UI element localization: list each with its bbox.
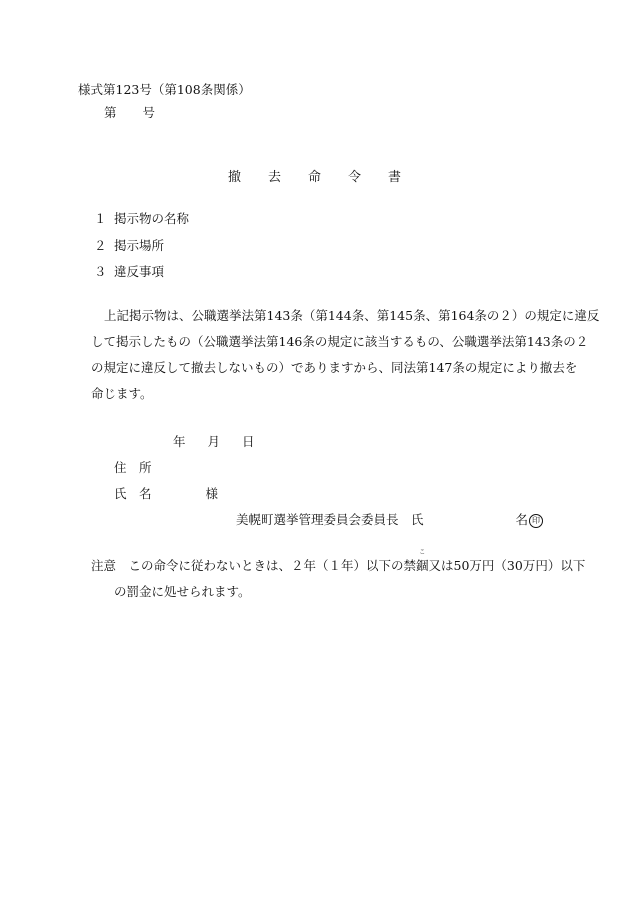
honorific: 様 [205,486,219,501]
note-ruby [416,549,429,574]
title-char: 書 [388,170,402,185]
body-line: の規定に違反して撤去しないもの）でありますから、同法第147条の規定により撤去を [91,360,578,375]
doc-number-label-1: 第 [104,105,117,120]
seal-mark: 印 [529,514,543,528]
ruby-base: 錮 [416,558,429,573]
doc-number-label-2: 号 [142,105,156,120]
item-label: 違反事項 [114,264,165,279]
address-label: 住 所 [114,460,152,475]
title-char: 令 [348,170,362,185]
title-char: 去 [268,170,282,185]
body-line: 命じます。 [91,386,153,401]
issuer-title: 美幌町選挙管理委員会委員長 氏 [236,512,424,527]
ruby-text: こ [419,549,426,556]
list-item [94,236,164,254]
note-rest: 又は50万円（30万円）以下 [428,558,586,573]
form-number: 様式第123号（第108条関係） [78,82,251,97]
name-label: 氏 名 [114,486,152,501]
date-line [173,432,255,450]
doc-number [104,103,155,121]
item-label: 掲示場所 [114,238,165,253]
item-number: １ [94,211,107,226]
list-item [94,209,189,227]
note-prefix: 注意 この命令に従わないときは、２年（１年）以下の禁 [91,558,417,573]
body-line: して掲示したもの（公職選挙法第146条の規定に該当するもの、公職選挙法第143条の２ [91,334,589,349]
note-line-2: の罰金に処せられます。 [114,584,251,599]
item-number: ２ [94,238,107,253]
note-line-1 [91,549,586,574]
issuer [236,510,543,528]
name-line [114,484,218,502]
title-char: 命 [308,170,322,185]
title-char: 撤 [228,170,242,185]
date-day: 日 [242,434,255,449]
item-number: ３ [94,264,107,279]
document-title [228,166,428,185]
item-label: 掲示物の名称 [114,211,190,226]
body-line: 上記掲示物は、公職選挙法第143条（第144条、第145条、第164条の２）の規定に違反 [104,308,600,323]
date-year: 年 [173,434,186,449]
date-month: 月 [207,434,221,449]
issuer-name-suffix: 名 [515,512,529,527]
list-item [94,262,164,280]
